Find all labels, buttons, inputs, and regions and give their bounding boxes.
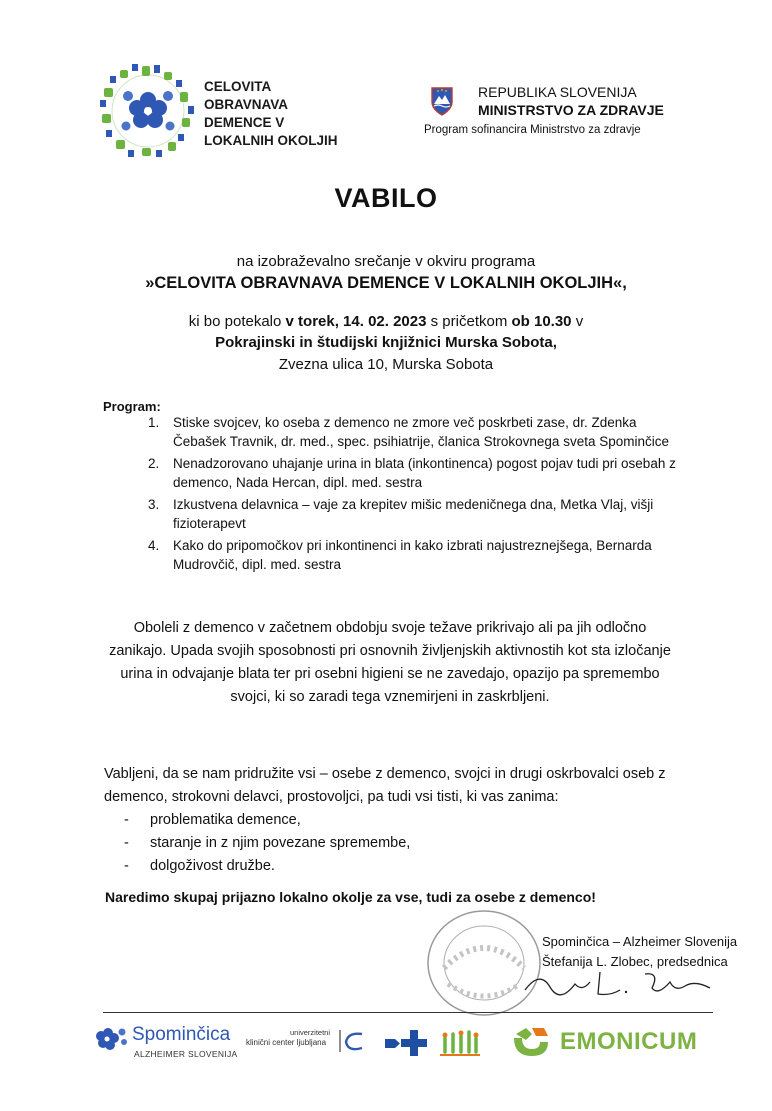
- topic-item: - staranje in z njim povezane spremembe,: [124, 835, 411, 851]
- event-datetime: [0, 313, 772, 330]
- spomincica-subtitle: ALZHEIMER SLOVENIJA: [134, 1049, 238, 1059]
- republic-name: REPUBLIKA SLOVENIJA: [478, 84, 637, 100]
- ukc-symbol-icon: [338, 1028, 366, 1059]
- emonicum-name: EMONICUM: [560, 1028, 698, 1055]
- ukc-logo: [246, 1026, 366, 1066]
- item-text: Stiske svojcev, ko oseba z demenco ne zmore več poskrbeti zase, dr. Zdenka Čebašek Travnik, dr. med., spec. psihiatrije, članica Strokovnega sveta Spominčice: [173, 415, 669, 449]
- ministry-header: [420, 84, 680, 144]
- topic-item: - dolgoživost družbe.: [124, 858, 275, 874]
- item-number: 3.: [148, 497, 160, 512]
- ministry-name: MINISTRSTVO ZA ZDRAVJE: [478, 102, 664, 118]
- logo-line-4: LOKALNIH OKOLJIH: [204, 133, 338, 148]
- item-number: 1.: [148, 415, 160, 430]
- event-address: Zvezna ulica 10, Murska Sobota: [278, 356, 494, 373]
- invitation-text: Vabljeni, da se nam pridružite vsi – osebe z demenco, svojci in drugi oskrbovalci oseb z demenco, strokovni delavci, prostovoljci, pa tudi vsi tisti, ki vas zanima:: [104, 766, 666, 805]
- program-item: [148, 495, 688, 533]
- topic-text: problematika demence,: [150, 812, 301, 828]
- logo-line-3: DEMENCE V: [204, 115, 285, 130]
- logo-line-1: CELOVITA: [204, 79, 272, 94]
- emonicum-icon: [512, 1024, 552, 1065]
- item-text: Kako do pripomočkov pri inkontinenci in kako izbrati najustreznejšega, Bernarda Mudrovčič, dipl. med. sestra: [173, 538, 652, 572]
- event-time: ob 10.30: [511, 313, 572, 330]
- topic-item: - problematika demence,: [124, 812, 301, 828]
- program-item: [148, 454, 688, 492]
- topic-text: dolgoživost družbe.: [150, 858, 275, 874]
- ukc-line-1: univerzitetni: [290, 1028, 331, 1037]
- dementia-paragraph: Oboleli z demenco v začetnem obdobju svoje težave prikrivajo ali pa jih odločno zanikajo. Upada svojih sposobnosti pri osnovnih življenjskih aktivnostih kot sta izločanje urina in odvajanje blata ter pri osebni higieni se ne zavedajo, opazijo pa spremembo svojci, ki so zaradi tega vznemirjeni in zaskrbljeni.: [109, 620, 671, 705]
- event-venue: Pokrajinski in študijski knjižnici Murska Sobota,: [215, 334, 557, 351]
- slovenia-coat-of-arms-icon: [430, 86, 454, 121]
- emonicum-logo: [512, 1024, 702, 1060]
- item-number: 2.: [148, 456, 160, 471]
- cofinance-note: Program sofinancira Ministrstvo za zdravje: [424, 124, 641, 136]
- event-date: v torek, 14. 02. 2023: [285, 313, 427, 330]
- program-name: »CELOVITA OBRAVNAVA DEMENCE V LOKALNIH OKOLJIH«,: [145, 274, 627, 292]
- intro-line-1: na izobraževalno srečanje v okviru programa: [236, 253, 536, 270]
- plant-rows-icon: [440, 1026, 480, 1063]
- program-item: [148, 413, 688, 451]
- datetime-suffix: v: [571, 313, 584, 330]
- program-item: [148, 536, 688, 574]
- medical-cross-icon: [385, 1028, 429, 1063]
- spomincica-logo: [96, 1022, 236, 1067]
- datetime-middle: s pričetkom: [426, 313, 512, 330]
- item-number: 4.: [148, 538, 160, 553]
- topic-list: [124, 809, 410, 878]
- signature-person: Štefanija L. Zlobec, predsednica: [542, 954, 728, 969]
- program-list: [148, 413, 688, 577]
- datetime-prefix: ki bo potekalo: [188, 313, 286, 330]
- program-logo: [98, 62, 198, 160]
- topic-text: staranje in z njim povezane spremembe,: [150, 835, 411, 851]
- footer-divider: [103, 1012, 713, 1013]
- program-logo-text: [204, 78, 338, 150]
- handwritten-signature: [520, 962, 720, 1007]
- closing-statement: Naredimo skupaj prijazno lokalno okolje za vse, tudi za osebe z demenco!: [105, 889, 596, 905]
- forget-me-not-icon: [96, 1024, 130, 1059]
- page-title: VABILO: [334, 183, 438, 213]
- signature-organization: Spominčica – Alzheimer Slovenija: [542, 934, 738, 949]
- logo-line-2: OBRAVNAVA: [204, 97, 288, 112]
- item-text: Nenadzorovano uhajanje urina in blata (inkontinenca) pogost pojav tudi pri osebah z demenco, Nada Hercan, dipl. med. sestra: [173, 456, 676, 490]
- program-label: Program:: [103, 399, 161, 414]
- spomincica-name: Spominčica: [132, 1024, 231, 1045]
- ukc-line-2: klinični center ljubljana: [246, 1038, 327, 1047]
- item-text: Izkustvena delavnica – vaje za krepitev mišic medeničnega dna, Metka Vlaj, višji fizioterapevt: [173, 497, 654, 531]
